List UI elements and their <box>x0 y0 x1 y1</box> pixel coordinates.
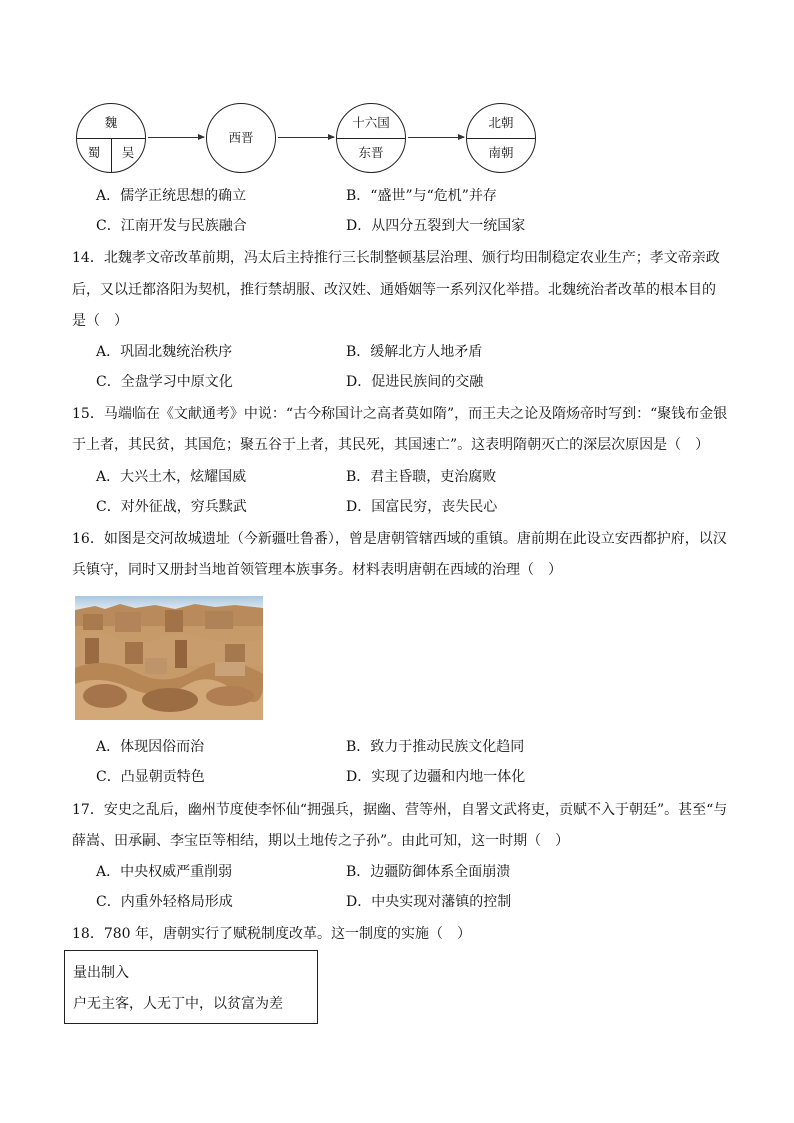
dynasty-diagram <box>70 100 550 180</box>
q16-option-c: C．凸显朝贡特色 <box>96 769 205 785</box>
label-dongjin: 东晋 <box>358 145 384 160</box>
q16-option-d: D．实现了边疆和内地一体化 <box>346 769 526 785</box>
q16-stem-line1: 16．如图是交河故城遗址（今新疆吐鲁番），曾是唐朝管辖西域的重镇。唐前期在此设立安西都护府，以汉 <box>72 531 727 547</box>
q13-option-c: C．江南开发与民族融合 <box>96 218 247 234</box>
q17-stem-line1: 17．安史之乱后，幽州节度使李怀仙“拥强兵，据幽、营等州，自署文武将吏，贡赋不入于朝廷”。甚至“与 <box>72 802 728 818</box>
q17-option-b: B．边疆防御体系全面崩溃 <box>346 864 511 880</box>
label-shiliuguo: 十六国 <box>352 115 390 130</box>
q14-stem-line1: 14．北魏孝文帝改革前期，冯太后主持推行三长制整顿基层治理、颁行均田制稳定农业生产；孝文帝亲政 <box>72 250 720 266</box>
label-shu: 蜀 <box>87 145 101 160</box>
q15-stem-line1: 15．马端临在《文献通考》中说：“古今称国计之高者莫如隋”，而王夫之论及隋炀帝时写到：“聚钱布金银 <box>72 406 728 422</box>
q13-option-b: B．“盛世”与“危机”并存 <box>346 188 497 204</box>
label-xijin: 西晋 <box>228 130 254 145</box>
q15-option-c: C．对外征战，穷兵黩武 <box>96 499 247 515</box>
circle-southern-northern <box>466 103 536 173</box>
q16-option-a: A．体现因俗而治 <box>96 739 205 755</box>
q13-option-a: A．儒学正统思想的确立 <box>96 188 247 204</box>
circle-western-jin <box>206 103 276 173</box>
circle-sixteen-kingdoms <box>336 103 406 173</box>
label-nanchao: 南朝 <box>488 145 514 160</box>
arrow-3 <box>408 137 464 138</box>
q17-option-a: A．中央权威严重削弱 <box>96 864 233 880</box>
circle-three-kingdoms <box>76 103 146 173</box>
arrow-1 <box>148 137 204 138</box>
q15-option-b: B．君主昏聩，吏治腐败 <box>346 469 497 485</box>
q18-stem: 18．780 年，唐朝实行了赋税制度改革。这一制度的实施（ ） <box>72 926 471 942</box>
q15-option-d: D．国富民穷，丧失民心 <box>346 499 498 515</box>
q14-option-b: B．缓解北方人地矛盾 <box>346 344 483 360</box>
q17-stem-line2: 薛嵩、田承嗣、李宝臣等相结，期以土地传之子孙”。由此可知，这一时期（ ） <box>72 833 570 849</box>
q14-stem-line3: 是（ ） <box>72 313 128 329</box>
q16-stem-line2: 兵镇守，同时又册封当地首领管理本族事务。材料表明唐朝在西域的治理（ ） <box>72 562 562 578</box>
arrow-2 <box>278 137 334 138</box>
q18-material-box <box>64 950 318 1024</box>
label-wu: 吴 <box>121 145 135 160</box>
q15-stem-line2: 于上者，其民贫，其国危；聚五谷于上者，其民死，其国速亡”。这表明隋朝灭亡的深层次原因是（ ） <box>72 437 710 453</box>
q17-option-c: C．内重外轻格局形成 <box>96 894 233 910</box>
q13-option-d: D．从四分五裂到大一统国家 <box>346 218 526 234</box>
q16-option-b: B．致力于推动民族文化趋同 <box>346 739 525 755</box>
q14-stem-line2: 后，又以迁都洛阳为契机，推行禁胡服、改汉姓、通婚姻等一系列汉化举措。北魏统治者改革的根本目的 <box>72 282 716 298</box>
q14-option-a: A．巩固北魏统治秩序 <box>96 344 233 360</box>
q18-box-line2: 户无主客，人无丁中，以贫富为差 <box>73 996 283 1012</box>
label-wei: 魏 <box>104 115 118 130</box>
jiaohe-ruins-photo <box>75 596 263 720</box>
q17-option-d: D．中央实现对藩镇的控制 <box>346 894 512 910</box>
q14-option-c: C．全盘学习中原文化 <box>96 374 233 390</box>
label-beichao: 北朝 <box>488 115 514 130</box>
q14-option-d: D．促进民族间的交融 <box>346 374 484 390</box>
q15-option-a: A．大兴土木，炫耀国威 <box>96 469 247 485</box>
q18-box-line1: 量出制入 <box>73 965 129 981</box>
